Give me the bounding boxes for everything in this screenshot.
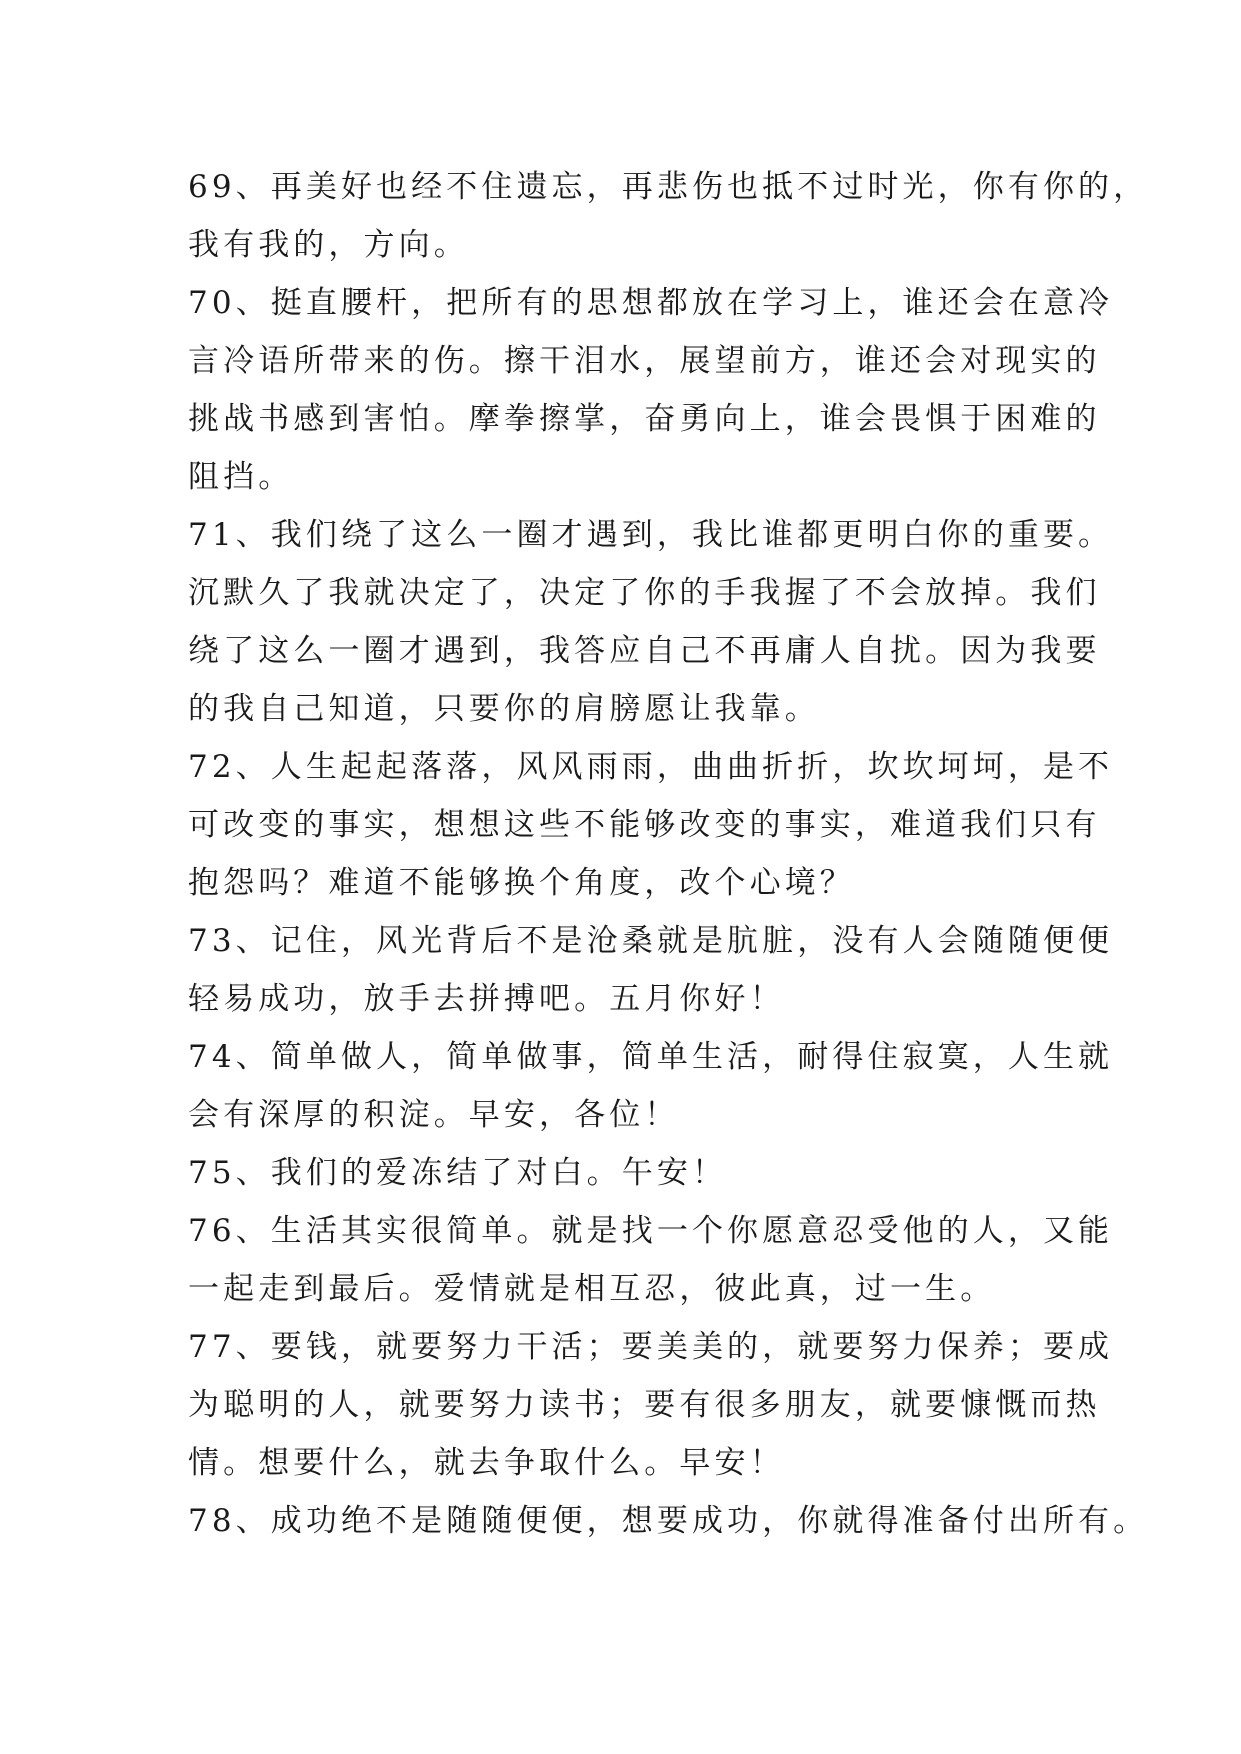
- text-line: 言冷语所带来的伤。擦干泪水，展望前方，谁还会对现实的: [188, 343, 1101, 379]
- text-line: 69、再美好也经不住遗忘，再悲伤也抵不过时光，你有你的，: [188, 169, 1149, 205]
- text-line: 76、生活其实很简单。就是找一个你愿意忍受他的人，又能: [188, 1213, 1114, 1249]
- text-line: 77、要钱，就要努力干活；要美美的，就要努力保养；要成: [188, 1329, 1114, 1365]
- text-line: 抱怨吗？难道不能够换个角度，改个心境？: [188, 865, 855, 901]
- text-line: 轻易成功，放手去拼搏吧。五月你好！: [188, 981, 785, 1017]
- text-line: 沉默久了我就决定了，决定了你的手我握了不会放掉。我们: [188, 575, 1101, 611]
- text-line: 73、记住，风光背后不是沧桑就是肮脏，没有人会随随便便: [188, 923, 1114, 959]
- text-line: 会有深厚的积淀。早安，各位！: [188, 1097, 680, 1133]
- text-line: 一起走到最后。爱情就是相互忍，彼此真，过一生。: [188, 1271, 996, 1307]
- text-line: 阻挡。: [188, 459, 294, 495]
- document-body: [188, 158, 1149, 1550]
- text-line: 为聪明的人，就要努力读书；要有很多朋友，就要慷慨而热: [188, 1387, 1101, 1423]
- text-line: 72、人生起起落落，风风雨雨，曲曲折折，坎坎坷坷，是不: [188, 749, 1114, 785]
- text-line: 74、简单做人，简单做事，简单生活，耐得住寂寞，人生就: [188, 1039, 1114, 1075]
- text-line: 78、成功绝不是随随便便，想要成功，你就得准备付出所有。: [188, 1503, 1149, 1539]
- text-line: 绕了这么一圈才遇到，我答应自己不再庸人自扰。因为我要: [188, 633, 1101, 669]
- text-line: 的我自己知道，只要你的肩膀愿让我靠。: [188, 691, 820, 727]
- text-line: 75、我们的爱冻结了对白。午安！: [188, 1155, 728, 1191]
- text-line: 挑战书感到害怕。摩拳擦掌，奋勇向上，谁会畏惧于困难的: [188, 401, 1101, 437]
- text-line: 可改变的事实，想想这些不能够改变的事实，难道我们只有: [188, 807, 1101, 843]
- text-line: 情。想要什么，就去争取什么。早安！: [188, 1445, 785, 1481]
- text-line: 71、我们绕了这么一圈才遇到，我比谁都更明白你的重要。: [188, 517, 1114, 553]
- text-line: 我有我的，方向。: [188, 227, 469, 263]
- text-line: 70、挺直腰杆，把所有的思想都放在学习上，谁还会在意冷: [188, 285, 1114, 321]
